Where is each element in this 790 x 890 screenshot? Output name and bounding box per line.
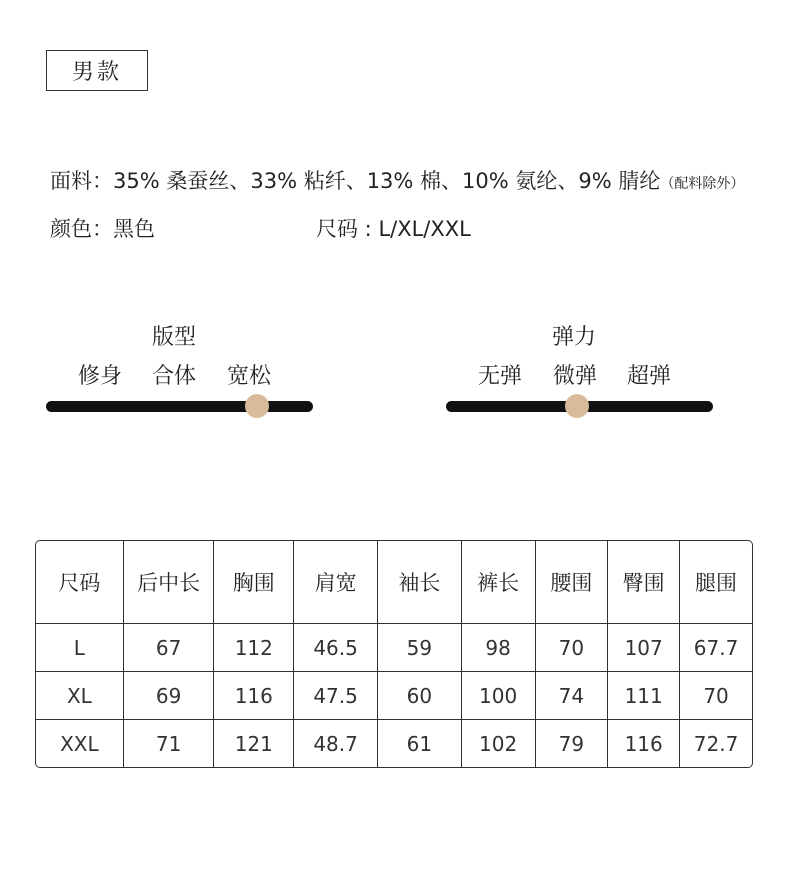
size-table [35,540,753,768]
table-cell: 67 [124,624,215,672]
header-pants-length: 裤长 [462,541,536,624]
table-cell: 60 [378,672,462,720]
header-sleeve: 袖长 [378,541,462,624]
table-cell: 72.7 [693,731,739,756]
table-cell: 70 [680,672,752,720]
table-cell: 70 [536,624,609,672]
header-size: 尺码 [36,541,124,624]
elasticity-option-none: 无弹 [478,364,523,389]
fit-option-loose: 宽松 [227,364,272,389]
table-cell: 112 [214,624,294,672]
table-cell: 102 [462,720,536,767]
table-row [36,672,752,720]
table-cell: 59 [378,624,462,672]
table-cell: 48.7 [294,720,378,767]
table-cell: 121 [214,720,294,767]
color-line [50,213,155,243]
fit-option-slim: 修身 [78,364,123,389]
table-cell: L [36,624,124,672]
header-shoulder: 肩宽 [294,541,378,624]
table-cell: 61 [378,720,462,767]
elasticity-option-slight: 微弹 [553,364,598,389]
table-cell: 116 [214,672,294,720]
fabric-line [50,165,744,195]
header-waist: 腰围 [536,541,609,624]
header-chest: 胸围 [214,541,294,624]
header-back-length: 后中长 [124,541,215,624]
fit-scale-title: 版型 [152,325,197,350]
table-cell: XL [36,672,124,720]
table-cell: 79 [536,720,609,767]
elasticity-option-super: 超弹 [627,364,672,389]
color-value: 黑色 [113,217,155,241]
table-cell: 71 [124,720,215,767]
fit-scale-track [46,401,313,412]
fabric-label: 面料： [50,169,113,193]
table-cell: 74 [536,672,609,720]
gender-tag: 男款 [46,50,148,91]
table-cell: 100 [462,672,536,720]
size-label: 尺码 : [316,217,379,241]
table-cell: 69 [124,672,215,720]
table-cell: 47.5 [294,672,378,720]
table-cell: 98 [462,624,536,672]
elasticity-scale-knob [565,394,589,418]
fabric-note: （配料除外） [660,176,745,192]
header-thigh: 腿围 [680,541,752,624]
size-table-header-row [36,541,752,624]
table-cell: 116 [608,720,680,767]
elasticity-scale-title: 弹力 [552,325,597,350]
table-cell: 67.7 [680,624,752,672]
table-cell: 111 [608,672,680,720]
table-row [36,720,752,767]
table-row [36,624,752,672]
table-cell: 107 [608,624,680,672]
table-cell: 46.5 [294,624,378,672]
header-hip: 臀围 [608,541,680,624]
size-line [316,213,471,243]
table-cell: XXL [36,720,124,767]
fit-option-regular: 合体 [152,364,197,389]
size-value: L/XL/XXL [378,217,471,241]
fit-scale-knob [245,394,269,418]
color-label: 颜色： [50,217,113,241]
fabric-composition: 35% 桑蚕丝、33% 粘纤、13% 棉、10% 氨纶、9% 腈纶 [113,169,661,193]
